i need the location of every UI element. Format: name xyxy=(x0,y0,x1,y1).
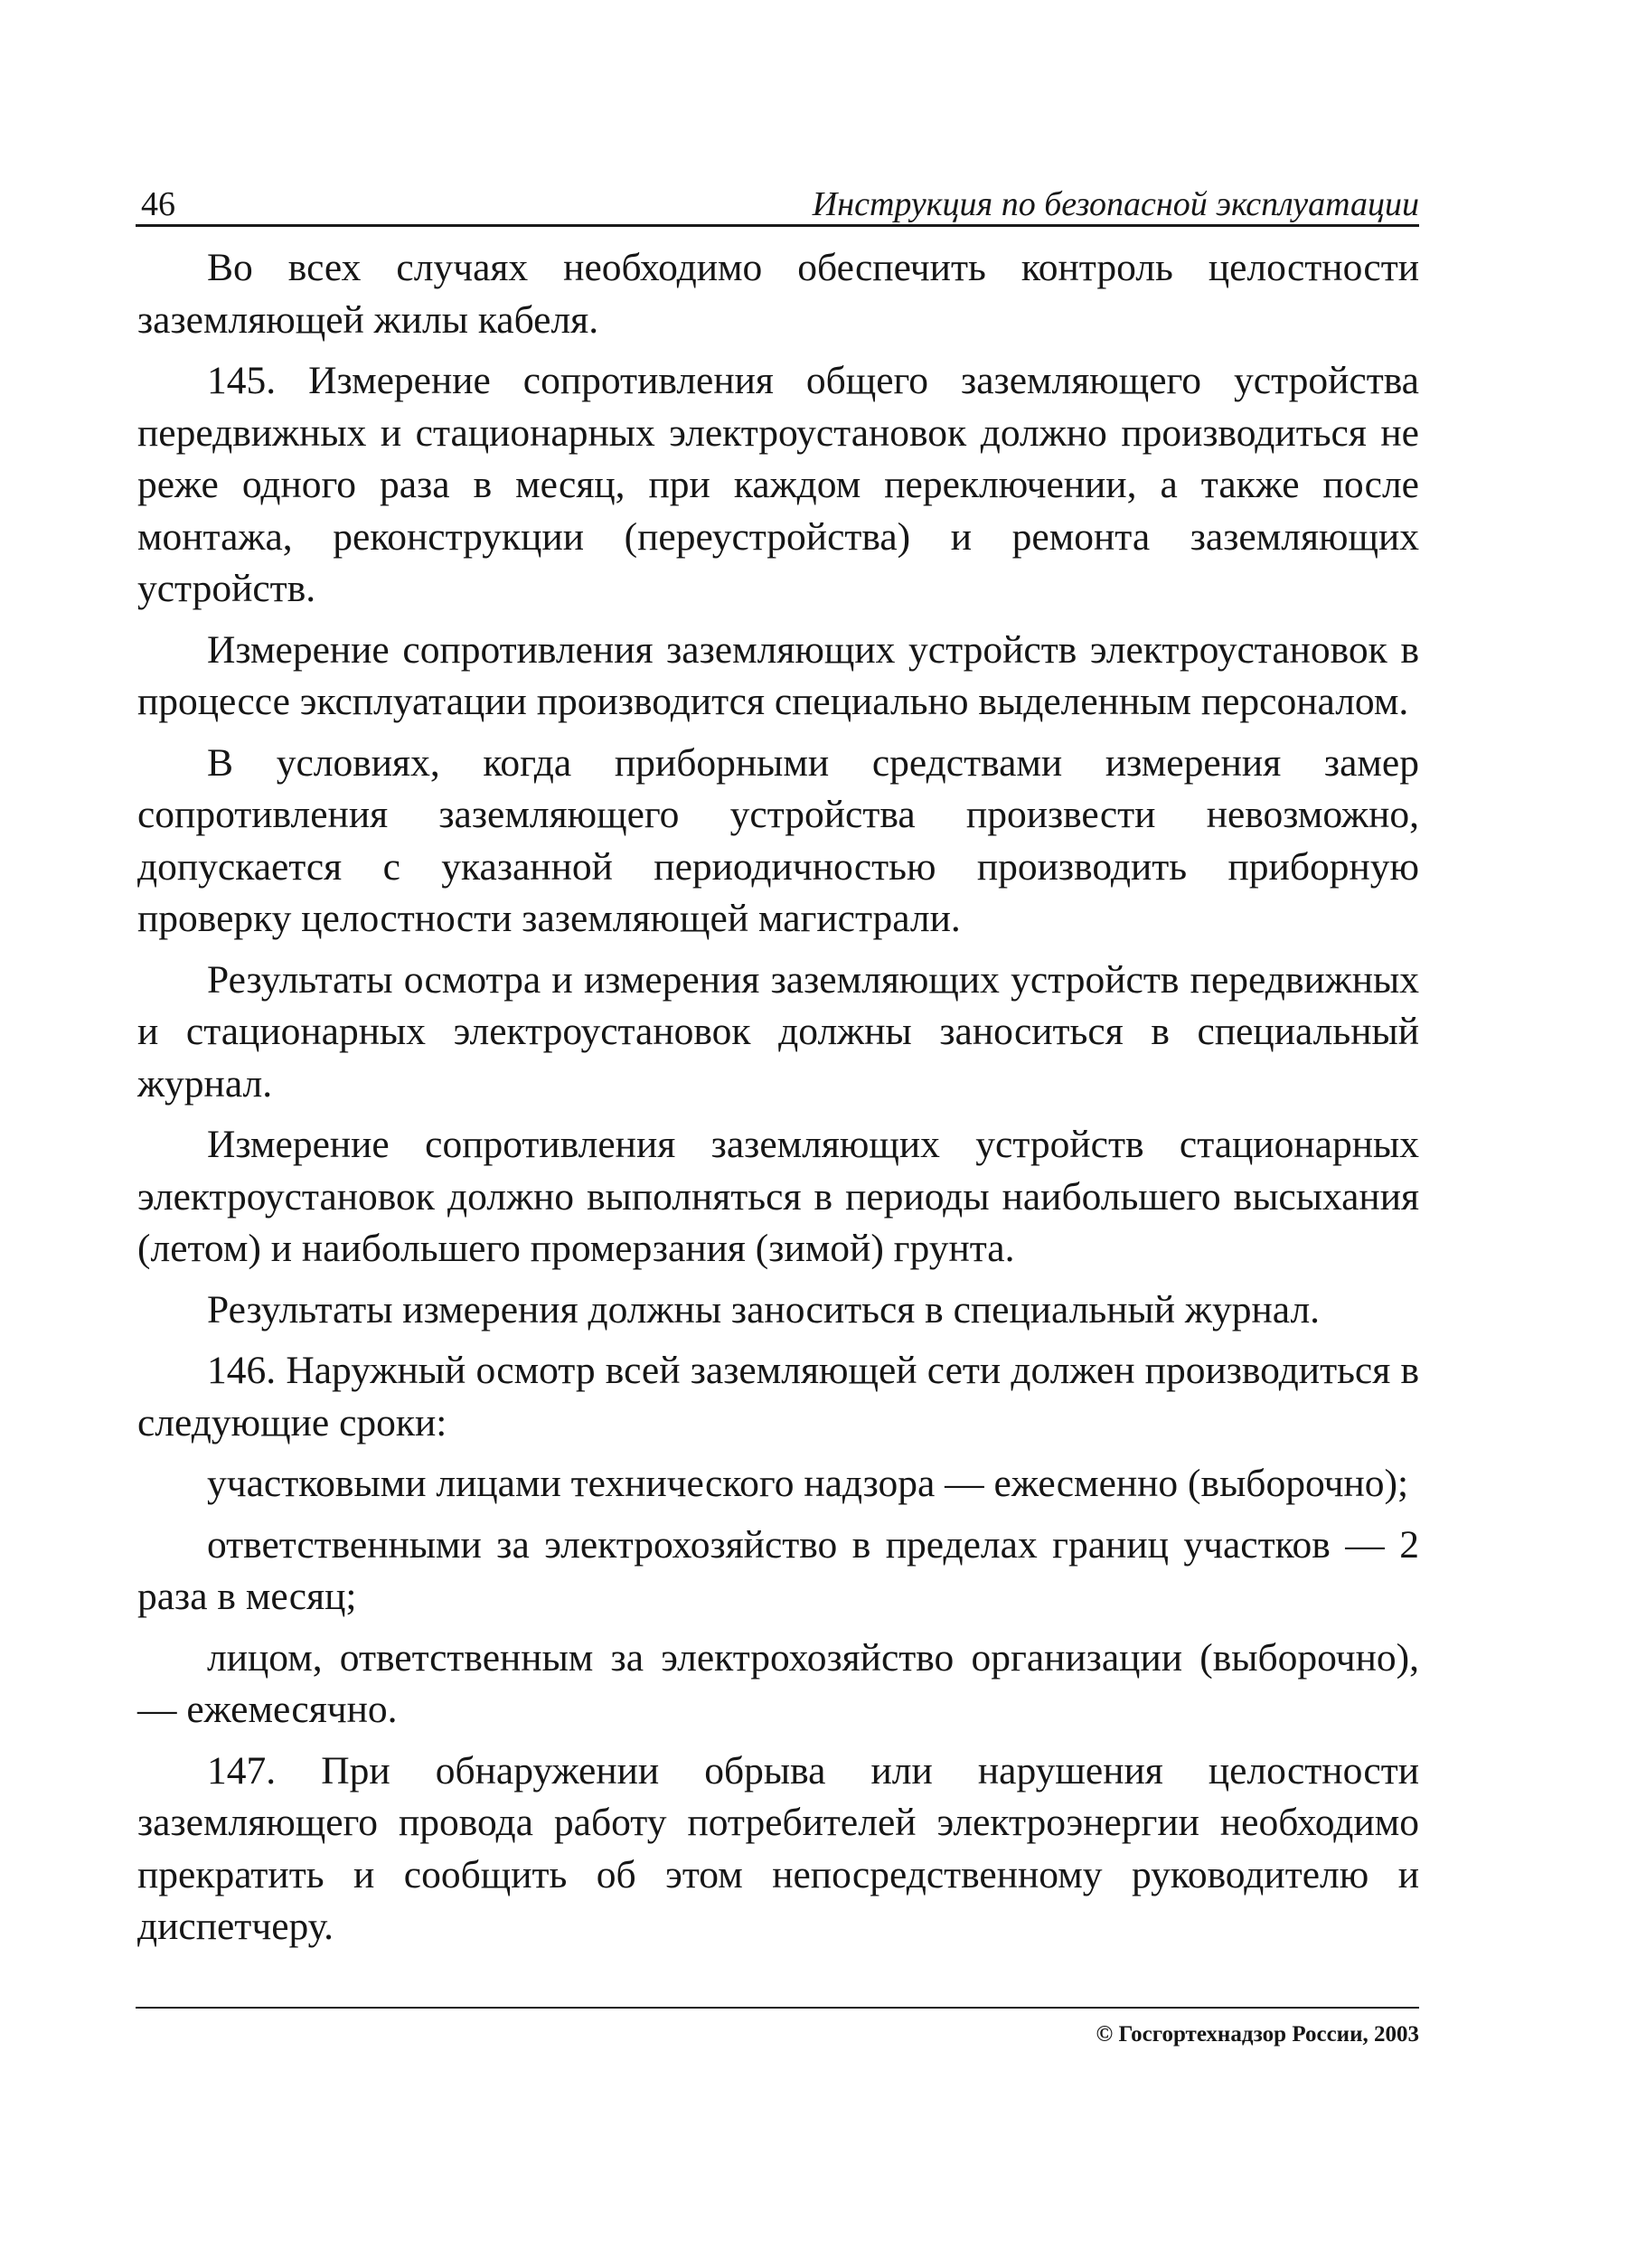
page-number: 46 xyxy=(141,185,175,223)
paragraph-145: 145. Измерение сопротивления общего заземляющего устройства передвижных и стационарных электроустановок должно производиться не реже одного раза в месяц, при каждом переключении, а также после монтажа, реконструкции (переустройства) и ремонта заземляющих устройств. xyxy=(137,359,1419,610)
paragraph: В условиях, когда приборными средствами измерения замер сопротивления заземляющего устройства произвести невозможно, допускается с указанной периодичностью производить приборную проверку целостности заземляющей магистрали. xyxy=(137,740,1419,940)
copyright-footer: © Госгортехнадзор России, 2003 xyxy=(1096,2022,1419,2047)
paragraph: Измерение сопротивления заземляющих устройств электроустановок в процессе эксплуатации производится специально выделенным персоналом. xyxy=(137,627,1419,723)
paragraph-list-item: лицом, ответственным за электрохозяйство организации (выборочно), — ежемесячно. xyxy=(137,1635,1419,1731)
paragraph: Результаты измерения должны заноситься в специальный журнал. xyxy=(207,1287,1321,1332)
paragraph: Измерение сопротивления заземляющих устройств стационарных электроустановок должно выполняться в периоды наибольшего высыхания (летом) и наибольшего промерзания (зимой) грунта. xyxy=(137,1123,1419,1270)
paragraph: Результаты осмотра и измерения заземляющих устройств передвижных и стационарных электроустановок должны заноситься в специальный журнал. xyxy=(137,957,1419,1106)
paragraph-146: 146. Наружный осмотр всей заземляющей сети должен производиться в следующие сроки: xyxy=(137,1349,1419,1445)
page-header xyxy=(136,179,1419,227)
running-title: Инструкция по безопасной эксплуатации xyxy=(812,185,1419,223)
paragraph-147: 147. При обнаружении обрыва или нарушения целостности заземляющего провода работу потребителей электроэнергии необходимо прекратить и сообщить об этом непосредственному руководителю и диспетчеру. xyxy=(137,1748,1419,1948)
paragraph-list-item: участковыми лицами технического надзора — ежесменно (выборочно); xyxy=(207,1462,1409,1505)
body-text xyxy=(137,242,1419,1962)
paragraph: Во всех случаях необходимо обеспечить контроль целостности заземляющей жилы кабеля. xyxy=(137,246,1419,342)
footer-rule xyxy=(136,2007,1419,2009)
paragraph-list-item: ответственными за электрохозяйство в пределах границ участков — 2 раза в месяц; xyxy=(137,1522,1419,1618)
